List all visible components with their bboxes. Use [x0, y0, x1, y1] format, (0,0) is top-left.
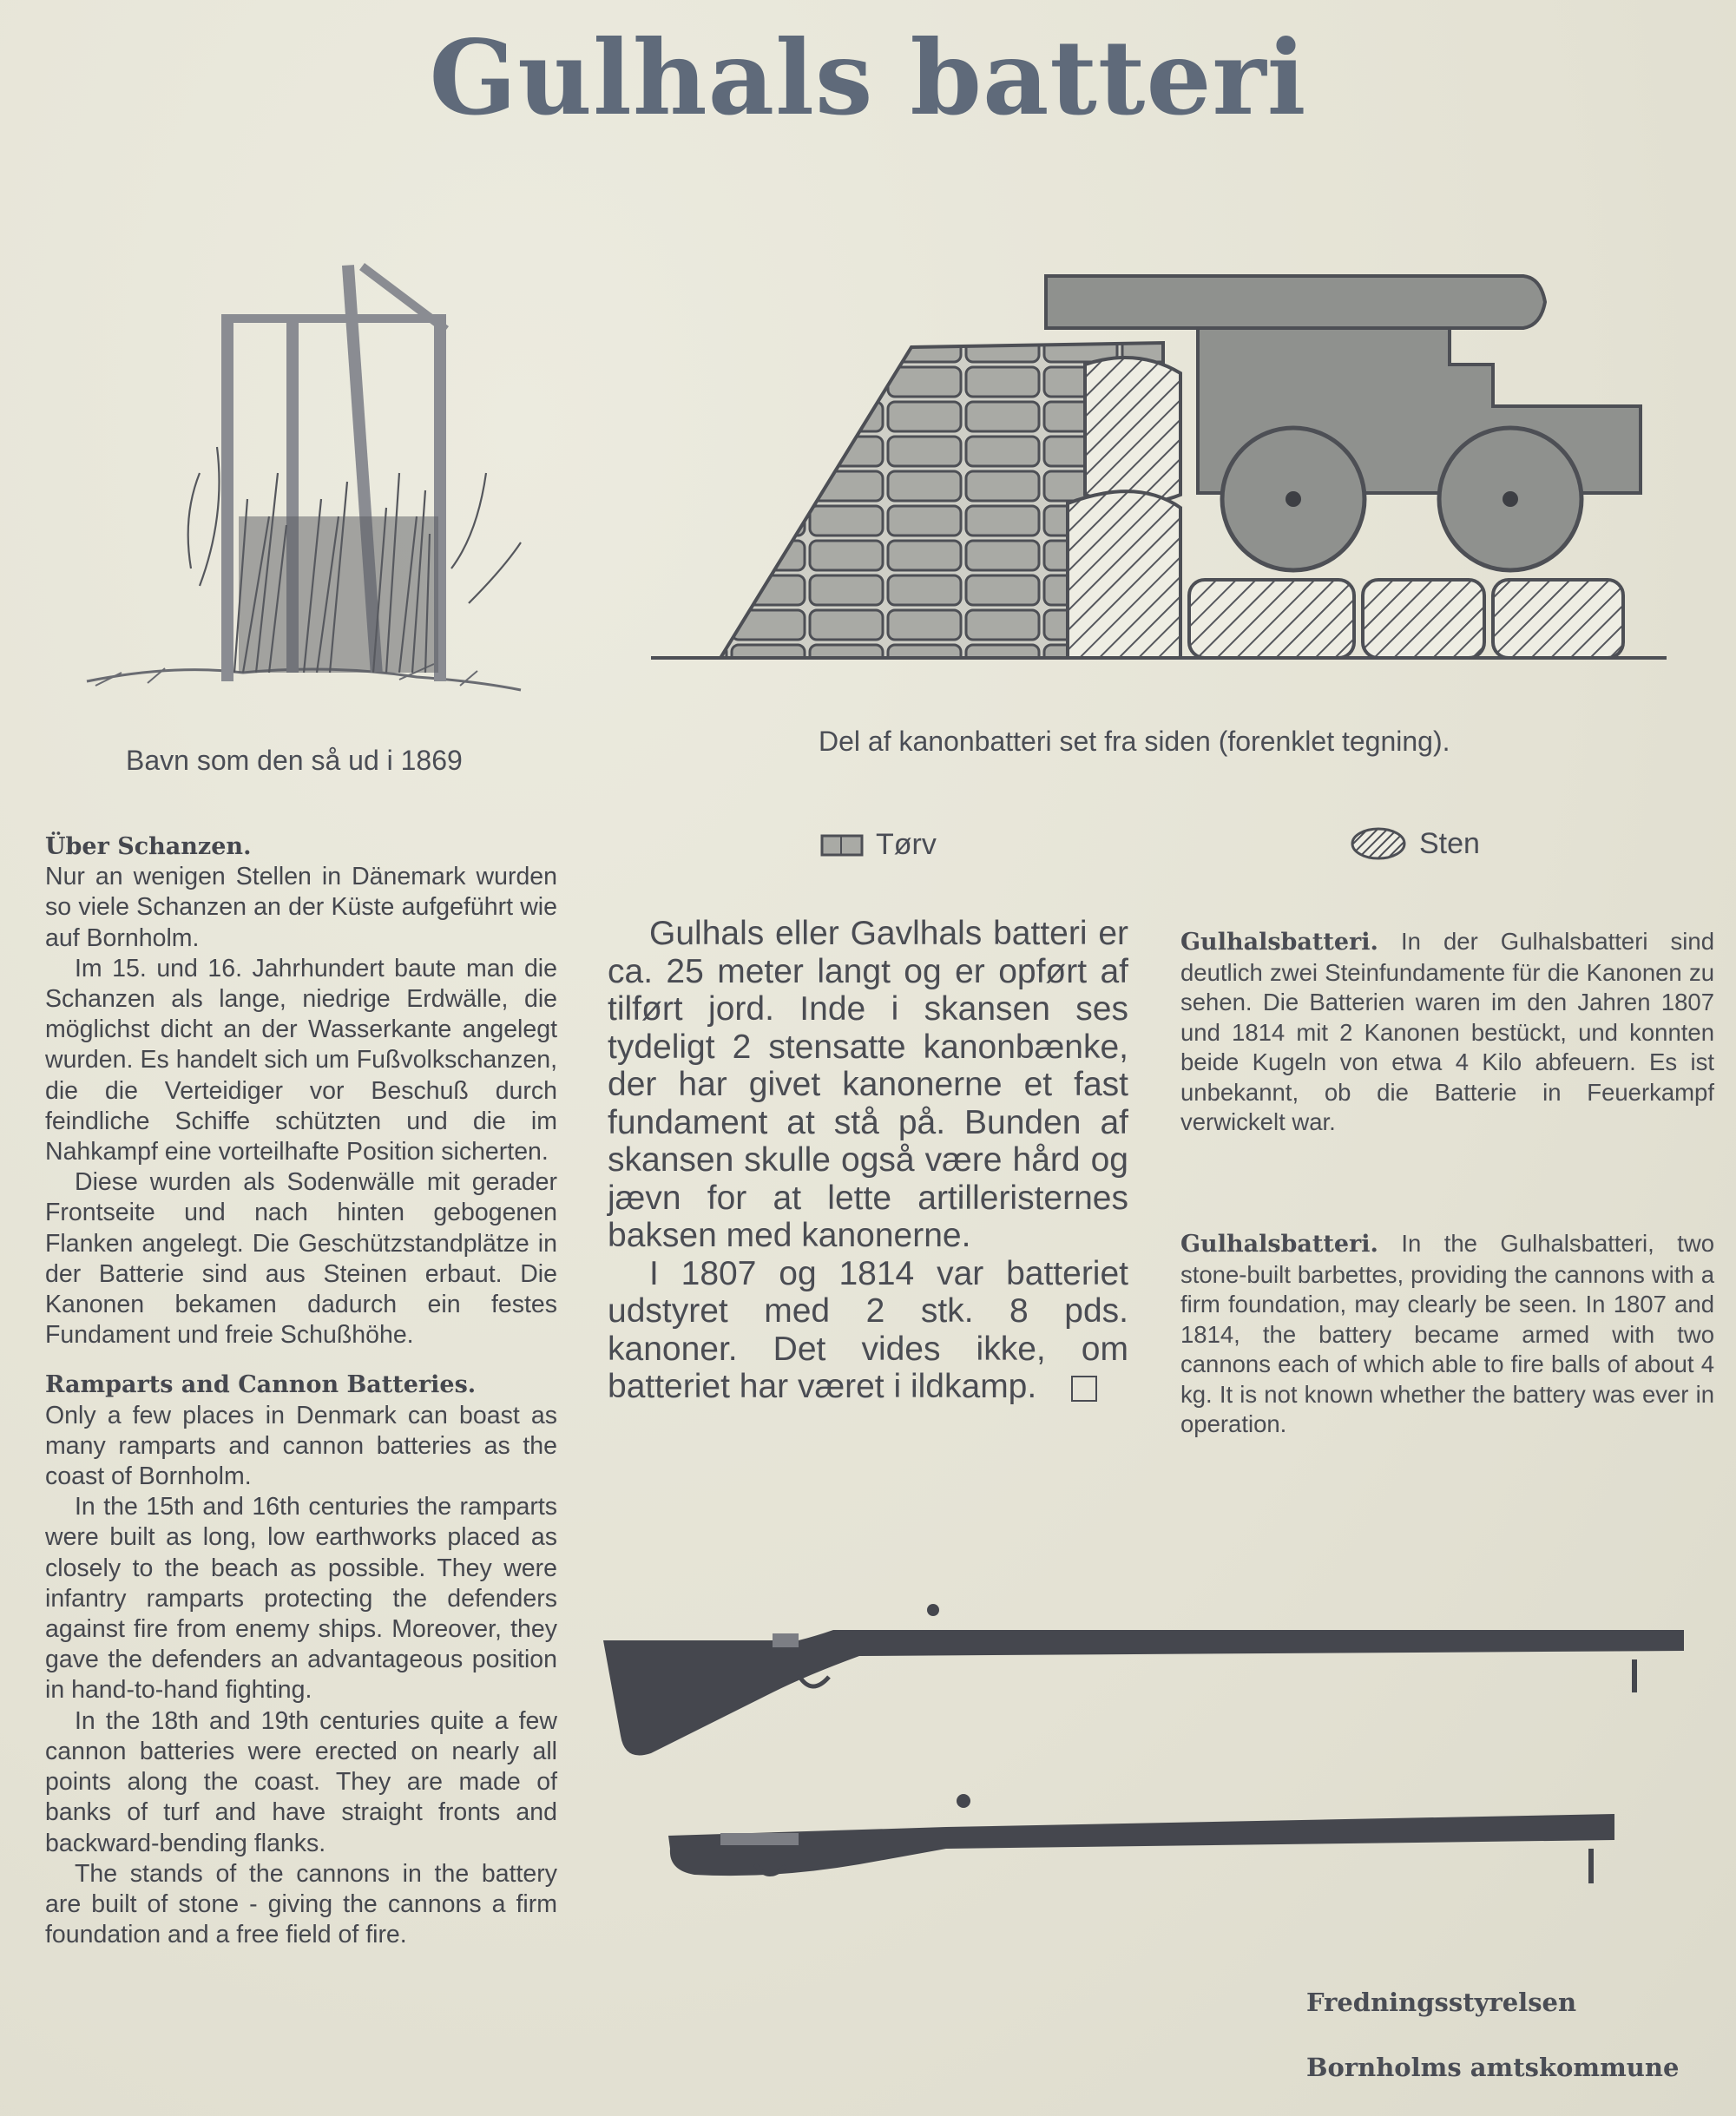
english-paragraph-4: The stands of the cannons in the battery are built of stone - giving the cannons a firm foundation and a free field of fire. — [45, 1859, 557, 1949]
page-title: Gulhals batteri — [429, 17, 1307, 138]
legend-stone — [1350, 826, 1480, 861]
english-paragraph-3: In the 18th and 19th centuries quite a few cannon batteries were erected on nearly all points along the coast. They are made of banks of turf and have straight fronts and backward-bending flanks. — [45, 1706, 557, 1857]
battery-caption: Del af kanonbatteri set fra siden (forenklet tegning). — [819, 726, 1450, 757]
german-paragraph-1: Nur an wenigen Stellen in Dänemark wurden so viele Schanzen an der Küste aufgeführt wie auf Bornholm. — [45, 863, 557, 952]
battery-illustration — [651, 260, 1667, 694]
end-mark-icon — [1071, 1376, 1097, 1402]
sponsor-fredningsstyrelsen: Fredningsstyrelsen — [1306, 1988, 1577, 2017]
english-paragraph-2: In the 15th and 16th centuries the ramparts were built as long, low earthworks placed as closely to the beach as possible. They were infantry ramparts protecting the defenders against fire from enemy ships. Moreover, they gave the defenders an advantageous position in hand-to-hand fighting. — [45, 1493, 557, 1705]
english-heading: Ramparts and Cannon Batteries. — [45, 1371, 477, 1399]
turf-swatch-icon — [820, 832, 864, 858]
legend-turf — [820, 828, 937, 862]
legend-turf-label: Tørv — [876, 828, 937, 861]
left-column — [45, 831, 557, 1950]
beacon-caption: Bavn som den så ud i 1869 — [126, 745, 463, 776]
english-paragraph-1: Only a few places in Denmark can boast as many ramparts and cannon batteries as the coast of Bornholm. — [45, 1401, 557, 1491]
english-battery-text: In the Gulhalsbatteri, two stone-built barbettes, providing the cannons with a firm foundation, may clearly be seen. In 1807 and 1814, the battery became armed with two cannons each of which able to fire balls of about 4 kg. It is not known whether the battery was ever in operation. — [1180, 1230, 1714, 1437]
legend-stone-label: Sten — [1419, 826, 1480, 860]
german-paragraph-3: Diese wurden als Sodenwälle mit gerader Frontseite und nach hinten gebogenen Flanken angelegt. Die Geschützstandplätze in der Batterie sind aus Steinen erbaut. Die Kanonen bekamen dadurch ein festes Fundament und freie Schußhöhe. — [45, 1168, 557, 1350]
danish-paragraph-2 — [608, 1255, 1128, 1406]
german-heading: Über Schanzen. — [45, 833, 252, 860]
german-battery-text: In der Gulhalsbatteri sind deutlich zwei Steinfundamente für die Kanonen zu sehen. Die Batterien waren im den Jahren 1807 und 1814 mit 2 Kanonen bestückt, und konnten beide Kugeln von etwa 4 Kilo abfeuern. Es ist unbekannt, ob die Batterie in Feuerkampf verwickelt war. — [1180, 928, 1714, 1135]
beacon-illustration — [69, 256, 538, 707]
muskets-illustration — [599, 1588, 1693, 1909]
stone-swatch-icon — [1350, 826, 1407, 861]
danish-paragraph-2-text: I 1807 og 1814 var batteriet udstyret med 2 stk. 8 pds. kanoner. Det vides ikke, om batteriet har været i ildkamp. — [608, 1254, 1128, 1405]
danish-paragraph-1: Gulhals eller Gavlhals batteri er ca. 25 meter langt og er opført af tilført jord. Inde i skansen ses tydeligt 2 stensatte kanonbænke, der har givet kanonerne et fast fundament at stå på. Bunden af skansen skulle også være hård og jævn for at lette artilleristernes baksen med kanonerne. — [608, 915, 1128, 1254]
danish-column — [608, 915, 1128, 1406]
german-battery-heading: Gulhalsbatteri. — [1180, 929, 1378, 956]
german-battery-block — [1180, 927, 1714, 1138]
sponsor-bornholms-amtskommune: Bornholms amtskommune — [1306, 2053, 1680, 2082]
english-battery-block — [1180, 1229, 1714, 1440]
german-paragraph-2: Im 15. und 16. Jahrhundert baute man die Schanzen als lange, niedrige Erdwälle, die möglichst dicht an der Wasserkante angelegt wurden. Es handelt sich um Fußvolkschanzen, die die Verteidiger vor Beschuß durch feindliche Schiffe schützten und die im Nahkampf eine vorteilhafte Position sicherten. — [45, 954, 557, 1166]
english-battery-heading: Gulhalsbatteri. — [1180, 1231, 1378, 1258]
